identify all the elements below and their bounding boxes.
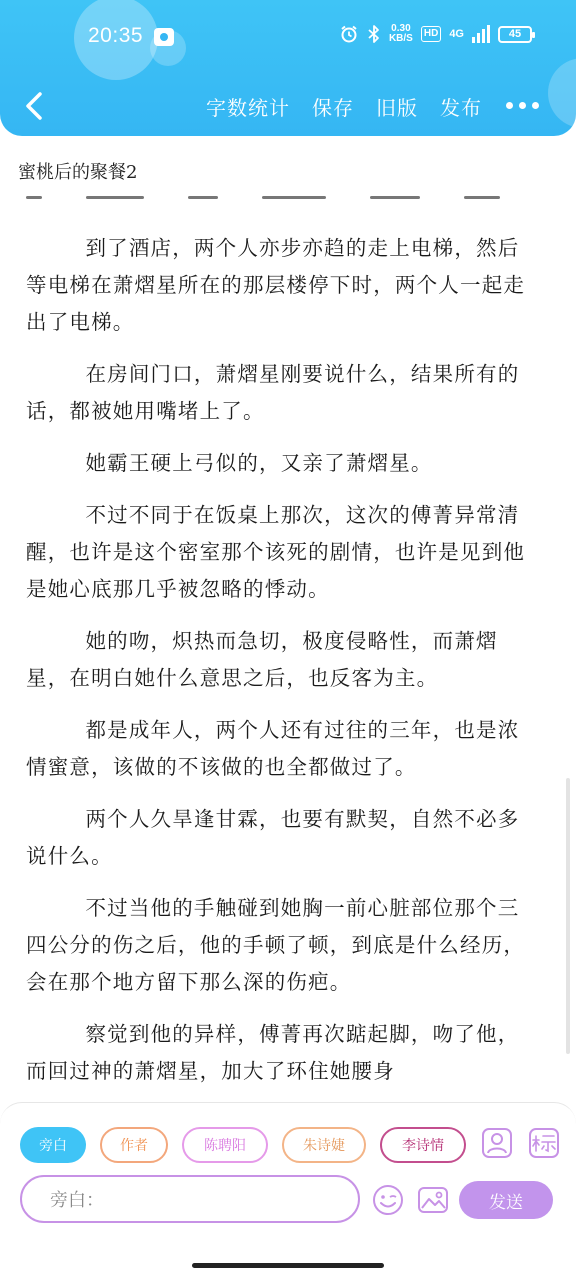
more-icon[interactable] — [506, 102, 539, 109]
battery-icon — [498, 26, 532, 43]
composer-panel — [0, 1102, 576, 1256]
role-selector — [20, 1127, 466, 1163]
role-chip-character[interactable]: 李诗情 — [380, 1127, 466, 1163]
cut-off-text-line — [26, 192, 546, 208]
document-title: 蜜桃后的聚餐2 — [18, 162, 138, 183]
word-count-button[interactable]: 字数统计 — [206, 96, 290, 120]
status-indicators — [339, 24, 532, 44]
publish-button[interactable]: 发布 — [440, 96, 482, 120]
nav-actions — [206, 92, 482, 121]
paragraph: 她的吻，炽热而急切，极度侵略性，而萧熠星，在明白她什么意思之后，也反客为主。 — [26, 629, 498, 690]
network-speed-value: 0.30 — [391, 23, 411, 34]
tag-icon[interactable] — [528, 1127, 560, 1159]
send-button[interactable]: 发送 — [459, 1181, 553, 1219]
back-button[interactable] — [18, 86, 52, 126]
character-profile-icon[interactable] — [481, 1127, 513, 1159]
hd-badge: HD — [421, 26, 441, 42]
role-chip-narrator[interactable]: 旁白 — [20, 1127, 86, 1163]
status-bar — [0, 0, 576, 72]
paragraph: 察觉到他的异样，傅菁再次踮起脚，吻了他，而回过神的萧熠星，加大了环住她腰身 — [26, 1022, 520, 1083]
role-chip-character[interactable]: 朱诗婕 — [282, 1127, 366, 1163]
network-speed-unit: KB/S — [388, 33, 413, 44]
home-indicator[interactable] — [192, 1263, 384, 1268]
nav-bar — [0, 80, 576, 132]
bluetooth-icon — [367, 24, 381, 44]
chevron-left-icon — [18, 86, 52, 126]
paragraph: 不过不同于在饭桌上那次，这次的傅菁异常清醒，也许是这个密室那个该死的剧情，也许是见到他是她心底那几乎被忽略的悸动。 — [26, 503, 526, 601]
paragraph: 不过当他的手触碰到她胸一前心脏部位那个三四公分的伤之后，他的手顿了顿，到底是什么经历，会在那个地方留下那么深的伤疤。 — [26, 896, 526, 994]
battery-level: 45 — [508, 27, 522, 40]
document-body[interactable] — [0, 192, 576, 1104]
image-icon[interactable] — [416, 1183, 450, 1217]
emoji-icon[interactable] — [371, 1183, 405, 1217]
network-speed — [389, 24, 413, 44]
message-input[interactable]: 旁白： — [20, 1175, 360, 1223]
network-type: 4G — [449, 28, 464, 40]
app-header — [0, 0, 576, 136]
paragraph: 到了酒店，两个人亦步亦趋的走上电梯，然后等电梯在萧熠星所在的那层楼停下时，两个人一起走出了电梯。 — [26, 236, 526, 334]
paragraph: 两个人久旱逢甘霖，也要有默契，自然不必多说什么。 — [26, 807, 520, 868]
paragraph: 都是成年人，两个人还有过往的三年，也是浓情蜜意，该做的不该做的也全都做过了。 — [26, 718, 520, 779]
alarm-icon — [339, 24, 359, 44]
save-button[interactable]: 保存 — [312, 96, 354, 120]
status-time: 20:35 — [88, 24, 144, 47]
paragraph: 在房间门口，萧熠星刚要说什么，结果所有的话，都被她用嘴堵上了。 — [26, 362, 520, 423]
scrollbar[interactable] — [566, 778, 570, 1054]
old-version-button[interactable]: 旧版 — [376, 96, 418, 120]
story-text — [26, 230, 540, 1104]
role-chip-character[interactable]: 陈聘阳 — [182, 1127, 268, 1163]
signal-icon — [472, 25, 490, 43]
paragraph: 她霸王硬上弓似的，又亲了萧熠星。 — [85, 451, 433, 475]
camera-app-icon — [154, 28, 174, 46]
role-chip-author[interactable]: 作者 — [100, 1127, 168, 1163]
